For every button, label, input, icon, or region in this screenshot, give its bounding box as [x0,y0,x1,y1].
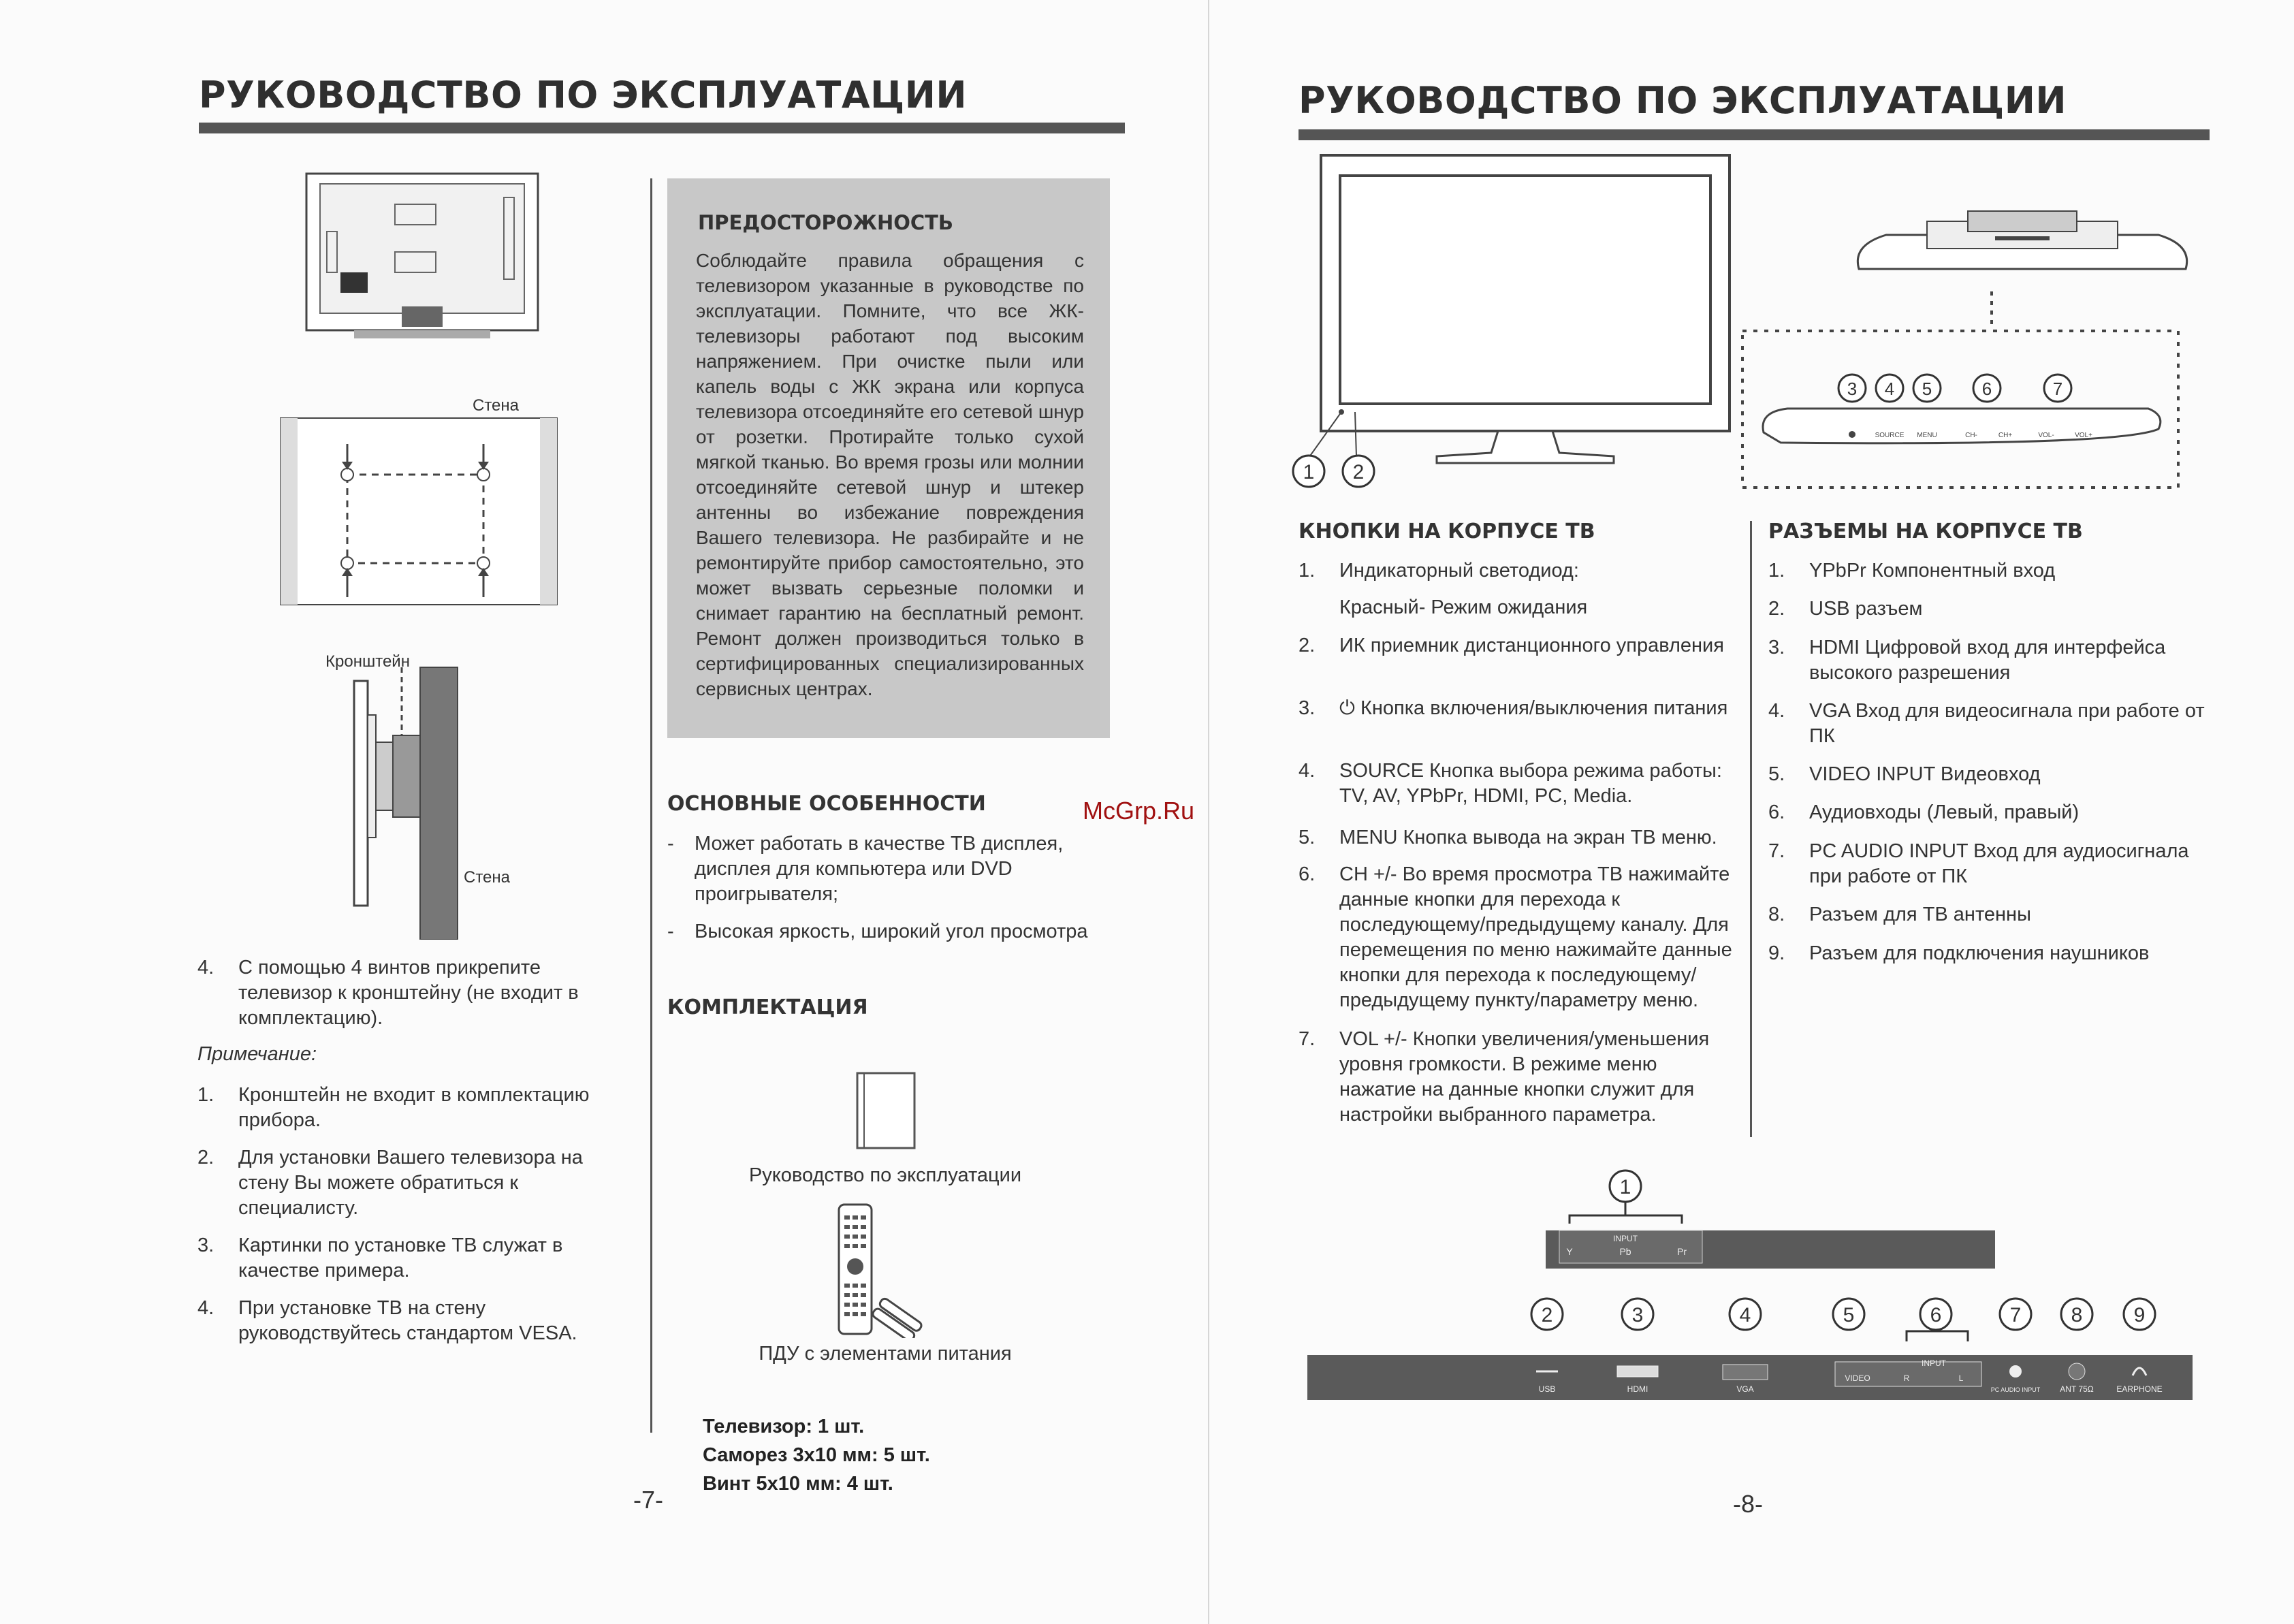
feature-text: Может работать в качестве ТВ дисплея, дисплея для компьютера или DVD проигрывателя; [695,833,1064,905]
rear-marker-2: 2 [1541,1304,1553,1326]
button-item-2 [1299,633,1734,658]
buttons-title: КНОПКИ НА КОРПУСЕ ТВ [1299,520,1595,543]
rear-marker-6: 6 [1930,1304,1942,1326]
connectors-title: РАЗЪЕМЫ НА КОРПУСЕ ТВ [1768,520,2083,543]
rear-label-l: L [1958,1373,1964,1383]
page-title-left: РУКОВОДСТВО ПО ЭКСПЛУАТАЦИИ [199,74,968,116]
connector-item-7 [1768,839,2211,889]
connector-item-5 [1768,762,2211,787]
side-label-ch-plus: CH+ [1998,432,2013,439]
kit-manual-caption: Руководство по эксплуатации [748,1164,1022,1186]
connector-item-8 [1768,902,2211,927]
wall-label-1: Стена [472,396,519,415]
side-label-menu: MENU [1917,432,1937,439]
note-text: Картинки по установке ТВ служат в качестве примера. [238,1235,563,1281]
remote-control-icon [836,1202,945,1338]
rear-input-label: INPUT [1922,1358,1946,1368]
caution-title: ПРЕДОСТОРОЖНОСТЬ [698,211,954,234]
bracket-side-diagram [347,660,470,940]
watermark: McGrp.Ru [1083,797,1195,825]
rear-marker-8: 8 [2071,1304,2083,1326]
button-text: MENU Кнопка вывода на экран ТВ меню. [1339,827,1717,848]
button-text: ИК приемник дистанционного управления [1339,635,1724,656]
page-title-right: РУКОВОДСТВО ПО ЭКСПЛУАТАЦИИ [1299,79,2067,122]
power-icon [1849,431,1855,438]
side-label-vol-plus: VOL+ [2075,432,2092,439]
column-divider-left [650,178,652,1433]
manual-book-icon [855,1070,917,1151]
button-num: 1. [1299,560,1316,582]
button-text: SOURCE Кнопка выбора режима работы: TV, AV, YPbPr, HDMI, PC, Media. [1339,760,1722,807]
rear-marker-9: 9 [2133,1304,2146,1326]
wall-label-2: Стена [463,868,510,887]
button-text: CH +/- Во время просмотра ТВ нажимайте данные кнопки для перехода к последующему/предыдущему каналу. Для перемещения по меню нажимайте данные кнопки для перехода к последующему/предыдущему пункту/параметру меню. [1339,863,1732,1011]
feature-2 [667,919,1110,944]
button-num: 5. [1299,827,1316,848]
note-text: Кронштейн не входит в комплектацию прибора. [238,1084,590,1131]
note-num: 2. [197,1147,214,1168]
kit-item-2: Саморез 3x10 мм: 5 шт. [703,1444,930,1466]
title-rule-right [1299,129,2210,140]
features-title: ОСНОВНЫЕ ОСОБЕННОСТИ [667,792,986,816]
side-buttons-diagram [1740,286,2182,490]
step-4-text: С помощью 4 винтов прикрепите телевизор к кронштейну (не входит в комплектацию). [238,957,579,1029]
panel-input-label: INPUT [1613,1234,1638,1243]
step-4 [197,955,639,1031]
connector-text: Аудиовходы (Левый, правый) [1809,801,2080,823]
button-item-6 [1299,862,1734,1013]
connector-item-1 [1768,558,2211,584]
connector-num: 9. [1768,942,1785,964]
port-label-pr: Pr [1677,1246,1687,1257]
connector-item-3 [1768,635,2211,686]
rear-marker-7: 7 [2009,1304,2022,1326]
button-text: Индикаторный светодиод: [1339,560,1579,582]
side-label-ch-minus: CH- [1965,432,1977,439]
feature-dash: - [667,921,674,942]
rear-label-earphone: EARPHONE [2116,1384,2163,1394]
connector-num: 5. [1768,763,1785,785]
tv-bottom-view [1845,197,2199,293]
note-1 [197,1083,639,1133]
rear-marker-5: 5 [1843,1304,1855,1326]
button-item-3 [1299,696,1734,721]
connector-num: 6. [1768,801,1785,823]
component-panel [1546,1168,1995,1270]
tv-front-illustration [1287,150,1750,490]
note-num: 3. [197,1235,214,1256]
rear-label-r: R [1903,1373,1910,1383]
button-text: ⏻ Кнопка включения/выключения питания [1339,697,1728,719]
tv-back-illustration [300,170,545,354]
side-marker-6: 6 [1981,379,1992,399]
kit-title: КОМПЛЕКТАЦИЯ [667,996,868,1019]
page-fold [1208,0,1209,1624]
wall-mount-diagram [279,417,558,606]
front-marker-1: 1 [1303,461,1315,483]
note-3 [197,1233,639,1284]
connector-num: 2. [1768,598,1785,620]
note-4 [197,1296,639,1346]
rear-label-video: VIDEO [1845,1373,1870,1383]
feature-1 [667,831,1110,907]
kit-remote-caption: ПДУ с элементами питания [759,1343,1012,1365]
kit-item-1: Телевизор: 1 шт. [703,1416,865,1437]
connector-num: 7. [1768,840,1785,862]
connector-text: VGA Вход для видеосигнала при работе от ПК [1809,700,2205,747]
button-item-4 [1299,759,1734,809]
button-num: 3. [1299,697,1316,719]
connector-num: 4. [1768,700,1785,722]
front-marker-2: 2 [1352,461,1365,483]
feature-text: Высокая яркость, широкий угол просмотра [695,921,1088,942]
side-marker-4: 4 [1884,379,1895,399]
port-label-y: Y [1566,1246,1573,1257]
connector-text: HDMI Цифровой вход для интерфейса высокого разрешения [1809,637,2166,684]
rear-label-hdmi: HDMI [1627,1384,1648,1394]
kit-item-3: Винт 5x10 мм: 4 шт. [703,1473,893,1495]
side-marker-5: 5 [1922,379,1932,399]
rear-label-usb: USB [1538,1384,1556,1394]
button-num: 4. [1299,760,1316,782]
side-label-vol-minus: VOL- [2038,432,2054,439]
connector-item-9 [1768,941,2211,966]
button-text: VOL +/- Кнопки увеличения/уменьшения уровня громкости. В режиме меню нажатие на данные кнопки служит для настройки выбранного параметра. [1339,1028,1710,1126]
bracket-label: Кронштейн [325,652,410,671]
button-item-1 [1299,558,1734,584]
rear-label-ant: ANT 75Ω [2060,1384,2094,1394]
note-2 [197,1145,639,1221]
page-number-right: -8- [1733,1490,1763,1518]
connector-text: YPbPr Компонентный вход [1809,560,2056,582]
note-label: Примечание: [197,1043,317,1065]
rear-label-pc-audio: PC AUDIO INPUT [1990,1386,2041,1393]
button-num: 7. [1299,1028,1316,1050]
caution-text: Соблюдайте правила обращения с телевизором указанные в руководстве по эксплуатации. Помните, что все ЖК-телевизоры работают под высоким напряжением. При очистке пыли или капель воды с ЖК экрана или корпуса телевизора отсоединяйте его сетевой шнур от розетки. Протирайте только сухой мягкой тканью. Во время грозы или молнии отсоединяйте сетевой шнур и штекер антенны во избежание повреждения Вашего телевизора. Не разбирайте и не ремонтируйте прибор самостоятельно, это может вызвать серьезные поломки и снимает гарантию на бесплатный ремонт. Ремонт должен производиться только в сертифицированных специализированных сервисных центрах. [696,250,1084,699]
connector-item-2 [1768,596,2211,622]
title-rule-left [199,123,1125,133]
note-text: При установке ТВ на стену руководствуйтесь стандартом VESA. [238,1297,577,1344]
connector-text: VIDEO INPUT Видеовход [1809,763,2041,785]
connector-text: Разъем для подключения наушников [1809,942,2150,964]
note-text: Для установки Вашего телевизора на стену Вы можете обратиться к специалисту. [238,1147,583,1219]
connector-text: USB разъем [1809,598,1923,620]
button-item-1b [1299,595,1734,620]
side-marker-3: 3 [1847,379,1858,399]
side-marker-7: 7 [2052,379,2063,399]
connector-num: 3. [1768,637,1785,658]
feature-dash: - [667,833,674,855]
front-markers [1290,453,1379,492]
button-num: 6. [1299,863,1316,885]
rear-marker-4: 4 [1739,1304,1751,1326]
note-num: 1. [197,1084,214,1106]
connector-num: 1. [1768,560,1785,582]
rear-connector-panel [1307,1294,2193,1403]
rear-marker-3: 3 [1631,1304,1644,1326]
connector-item-6 [1768,800,2211,825]
connector-item-4 [1768,699,2211,749]
connector-text: Разъем для ТВ антенны [1809,904,2031,925]
port-label-pb: Pb [1619,1246,1631,1257]
button-item-5 [1299,825,1734,850]
side-label-source: SOURCE [1875,432,1905,439]
connector-text: PC AUDIO INPUT Вход для аудиосигнала при работе от ПК [1809,840,2189,887]
note-num: 4. [197,1297,214,1319]
button-num: 2. [1299,635,1316,656]
button-item-7 [1299,1027,1734,1128]
rear-label-vga: VGA [1736,1384,1754,1394]
column-divider-right [1750,521,1752,1137]
button-text: Красный- Режим ожидания [1339,596,1588,618]
step-4-num: 4. [197,957,214,978]
panel-marker-1: 1 [1619,1176,1631,1198]
page-number-left: -7- [633,1486,663,1514]
connector-num: 8. [1768,904,1785,925]
